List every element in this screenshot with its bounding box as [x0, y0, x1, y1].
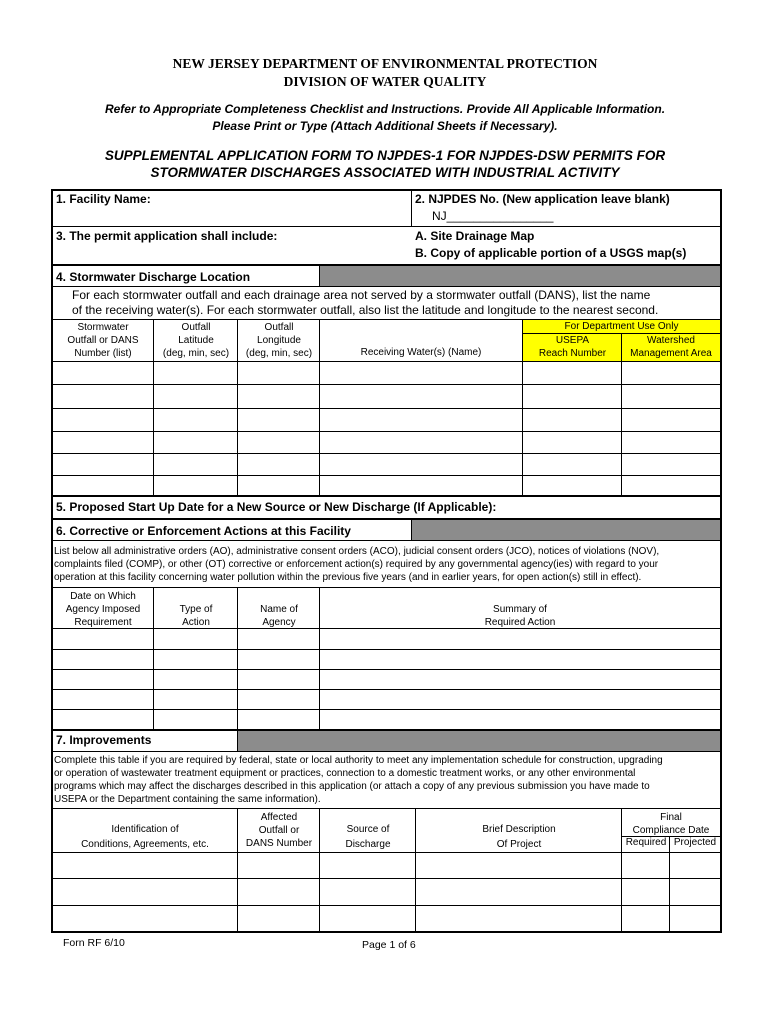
- col-projected-header: Projected: [673, 837, 717, 848]
- section6-description: List below all administrative orders (AO), administrative consent orders (ACO), judicial consent orders (JCO), notices of violations (NOV), complaints filed (COMP), or other (OT) corrective or enforcement action(s) required by any governmental agency(ies) with regard to your operation at this facility concerning water pollution within the previous five years (and in earlier years, for open action(s) still in effect).: [54, 546, 660, 583]
- enforcement-actions-label: 6. Corrective or Enforcement Actions at this Facility: [56, 524, 351, 538]
- col-watershed-header: Watershed Management Area: [630, 335, 712, 359]
- col-type-of-action-header: Type of Action: [179, 604, 213, 628]
- stormwater-discharge-location-label: 4. Stormwater Discharge Location: [56, 270, 251, 284]
- table-row[interactable]: [53, 476, 720, 495]
- njpdes-no-field[interactable]: NJ________________: [432, 209, 554, 223]
- divider: [52, 226, 720, 227]
- table-row[interactable]: [53, 670, 720, 689]
- shaded-area: [238, 731, 720, 751]
- site-drainage-map-item: A. Site Drainage Map: [415, 229, 535, 243]
- col-date-imposed-header: Date on Which Agency Imposed Requirement: [65, 591, 141, 628]
- divider: [622, 836, 720, 837]
- col-usepa-reach-header: USEPA Reach Number: [538, 335, 607, 359]
- page-number: Page 1 of 6: [362, 939, 416, 951]
- divider: [411, 520, 412, 540]
- section4-desc-line-2: of the receiving water(s). For each stormwater outfall, also list the latitude and longitude to the nearest second.: [72, 303, 659, 317]
- col-longitude-header: Outfall Longitude (deg, min, sec): [245, 322, 313, 359]
- form-title-line-1: SUPPLEMENTAL APPLICATION FORM TO NJPDES-1 FOR NJPDES-DSW PERMITS FOR: [104, 148, 666, 163]
- table-row[interactable]: [53, 629, 720, 648]
- form-id: Forn RF 6/10: [63, 937, 125, 949]
- col-receiving-water-header: Receiving Water(s) (Name): [360, 347, 482, 358]
- divider: [52, 495, 720, 497]
- col-latitude-header: Outfall Latitude (deg, min, sec): [162, 322, 230, 359]
- divider: [52, 808, 720, 809]
- table-row[interactable]: [53, 710, 720, 729]
- col-source-of-discharge-header: Source of Discharge: [345, 824, 391, 850]
- divider: [52, 540, 720, 541]
- table-row[interactable]: [53, 853, 720, 878]
- division-name: DIVISION OF WATER QUALITY: [283, 74, 487, 89]
- instructions-line-2: Please Print or Type (Attach Additional Sheets if Necessary).: [212, 119, 558, 133]
- col-affected-outfall-header: Affected Outfall or DANS Number: [245, 812, 313, 849]
- agency-name: NEW JERSEY DEPARTMENT OF ENVIRONMENTAL PROTECTION: [172, 56, 598, 71]
- col-final-compliance-header: Final Compliance Date: [632, 812, 710, 836]
- table-row[interactable]: [53, 385, 720, 407]
- divider: [52, 286, 720, 287]
- table-row[interactable]: [53, 454, 720, 475]
- col-summary-header: Summary of Required Action: [484, 604, 556, 628]
- form-title-line-2: STORMWATER DISCHARGES ASSOCIATED WITH INDUSTRIAL ACTIVITY: [150, 165, 620, 180]
- instructions-line-1: Refer to Appropriate Completeness Checklist and Instructions. Provide All Applicable Information.: [104, 102, 666, 116]
- improvements-label: 7. Improvements: [56, 733, 152, 747]
- col-brief-description-header: Brief Description Of Project: [482, 824, 556, 850]
- usgs-map-item: B. Copy of applicable portion of a USGS map(s): [415, 246, 687, 260]
- table-row[interactable]: [53, 690, 720, 709]
- facility-name-field[interactable]: [53, 208, 409, 224]
- col-required-header: Required: [625, 837, 667, 848]
- start-up-date-label: 5. Proposed Start Up Date for a New Source or New Discharge (If Applicable):: [56, 500, 497, 514]
- table-row[interactable]: [53, 906, 720, 931]
- divider: [319, 266, 320, 286]
- col-outfall-number-header: Stormwater Outfall or DANS Number (list): [67, 322, 139, 359]
- facility-name-label: 1. Facility Name:: [56, 192, 151, 206]
- table-row[interactable]: [53, 362, 720, 384]
- njpdes-no-label: 2. NJPDES No. (New application leave blank): [415, 192, 670, 206]
- table-row[interactable]: [53, 432, 720, 453]
- section4-desc-line-1: For each stormwater outfall and each drainage area not served by a stormwater outfall (DANS), list the name: [72, 288, 651, 302]
- shaded-area: [320, 266, 720, 286]
- permit-application-label: 3. The permit application shall include:: [56, 229, 278, 243]
- shaded-area: [412, 520, 720, 540]
- department-use-only-label: For Department Use Only: [564, 321, 679, 332]
- section7-description: Complete this table if you are required by federal, state or local authority to meet any implementation schedule for construction, upgrading or operation of wastewater treatment equipment or practices, connection to a domestic treatment works, or any other environmental programs which may affect the discharges described in this application (or attach a copy of any previous submission you have made to USEPA or the Department containing the same information).: [54, 755, 663, 805]
- divider: [52, 751, 720, 752]
- divider: [411, 190, 412, 226]
- table-row[interactable]: [53, 409, 720, 431]
- col-name-of-agency-header: Name of Agency: [260, 604, 298, 628]
- table-row[interactable]: [53, 650, 720, 669]
- col-identification-header: Identification of Conditions, Agreements, etc.: [81, 824, 209, 850]
- start-up-date-field[interactable]: [540, 498, 718, 516]
- table-row[interactable]: [53, 879, 720, 904]
- divider: [237, 731, 238, 751]
